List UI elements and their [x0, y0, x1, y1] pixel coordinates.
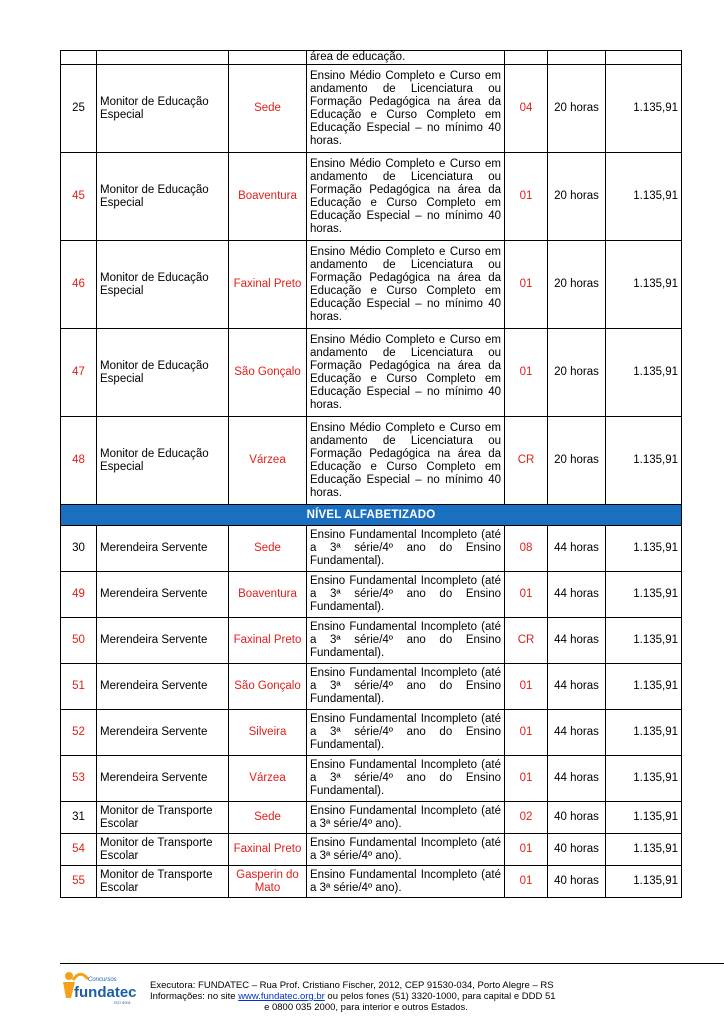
table-row	[61, 65, 682, 153]
fundatec-logo-icon	[60, 967, 142, 1007]
position-code: 54	[61, 834, 97, 866]
position-location: Boaventura	[229, 153, 307, 241]
work-hours: 40 horas	[548, 866, 606, 898]
footer-text	[150, 980, 582, 1013]
section-title: NÍVEL ALFABETIZADO	[61, 505, 682, 526]
table-row	[61, 241, 682, 329]
work-hours: 40 horas	[548, 802, 606, 834]
fundatec-site-link[interactable]: www.fundatec.org.br	[238, 991, 325, 1002]
vacancies: 01	[505, 866, 548, 898]
salary: 1.135,91	[606, 153, 682, 241]
position-code: 25	[61, 65, 97, 153]
work-hours: 44 horas	[548, 618, 606, 664]
position-code: 46	[61, 241, 97, 329]
salary: 1.135,91	[606, 572, 682, 618]
work-hours: 20 horas	[548, 65, 606, 153]
position-title: Monitor de Transporte Escolar	[97, 834, 229, 866]
salary: 1.135,91	[606, 664, 682, 710]
work-hours: 44 horas	[548, 710, 606, 756]
svg-text:fundatec: fundatec	[74, 984, 137, 1001]
position-title: Merendeira Servente	[97, 618, 229, 664]
position-code: 49	[61, 572, 97, 618]
salary: 1.135,91	[606, 417, 682, 505]
section-header	[61, 505, 682, 526]
position-title: Merendeira Servente	[97, 572, 229, 618]
position-location: Faxinal Preto	[229, 618, 307, 664]
position-location: Faxinal Preto	[229, 241, 307, 329]
table-row	[61, 756, 682, 802]
position-location: Várzea	[229, 756, 307, 802]
position-title: Monitor de Transporte Escolar	[97, 802, 229, 834]
vacancies: 08	[505, 526, 548, 572]
table-row	[61, 866, 682, 898]
position-code: 53	[61, 756, 97, 802]
position-location: Faxinal Preto	[229, 834, 307, 866]
footer-divider	[60, 963, 724, 964]
requirement-cell: Ensino Fundamental Incompleto (até a 3ª série/4º ano do Ensino Fundamental).	[307, 756, 505, 802]
vacancies: 01	[505, 572, 548, 618]
position-code: 51	[61, 664, 97, 710]
position-title: Monitor de Educação Especial	[97, 417, 229, 505]
table-row	[61, 572, 682, 618]
position-title: Merendeira Servente	[97, 710, 229, 756]
work-hours: 44 horas	[548, 756, 606, 802]
position-location: Sede	[229, 802, 307, 834]
position-code: 45	[61, 153, 97, 241]
requirement-cell: Ensino Fundamental Incompleto (até a 3ª série/4º ano do Ensino Fundamental).	[307, 526, 505, 572]
salary: 1.135,91	[606, 65, 682, 153]
requirement-cell: Ensino Fundamental Incompleto (até a 3ª série/4º ano do Ensino Fundamental).	[307, 618, 505, 664]
position-location: Sede	[229, 526, 307, 572]
salary: 1.135,91	[606, 802, 682, 834]
position-location: São Gonçalo	[229, 664, 307, 710]
table-row	[61, 526, 682, 572]
requirement-cell: área de educação.	[307, 51, 505, 65]
requirement-cell: Ensino Médio Completo e Curso em andamento de Licenciatura ou Formação Pedagógica na área da Educação e Curso Completo em Educação Especial – no mínimo 40 horas.	[307, 329, 505, 417]
position-code: 55	[61, 866, 97, 898]
salary: 1.135,91	[606, 618, 682, 664]
position-code: 47	[61, 329, 97, 417]
vacancies: CR	[505, 417, 548, 505]
vacancies: 01	[505, 153, 548, 241]
table-row	[61, 802, 682, 834]
salary: 1.135,91	[606, 710, 682, 756]
position-location: Várzea	[229, 417, 307, 505]
table-row	[61, 329, 682, 417]
vacancies: 01	[505, 756, 548, 802]
position-code: 52	[61, 710, 97, 756]
footer-line-3: e 0800 035 2000, para interior e outros Estados.	[264, 1002, 468, 1013]
vacancies: 01	[505, 241, 548, 329]
position-title: Monitor de Educação Especial	[97, 65, 229, 153]
salary: 1.135,91	[606, 526, 682, 572]
work-hours: 40 horas	[548, 834, 606, 866]
requirement-cell: Ensino Fundamental Incompleto (até a 3ª série/4º ano do Ensino Fundamental).	[307, 572, 505, 618]
requirement-cell: Ensino Fundamental Incompleto (até a 3ª série/4º ano).	[307, 802, 505, 834]
vacancies: 02	[505, 802, 548, 834]
table-row	[61, 618, 682, 664]
requirement-cell: Ensino Médio Completo e Curso em andamento de Licenciatura ou Formação Pedagógica na área da Educação e Curso Completo em Educação Especial – no mínimo 40 horas.	[307, 417, 505, 505]
vacancies: 01	[505, 834, 548, 866]
vacancies: 01	[505, 329, 548, 417]
position-title: Monitor de Educação Especial	[97, 153, 229, 241]
requirement-cell: Ensino Fundamental Incompleto (até a 3ª série/4º ano).	[307, 866, 505, 898]
requirement-cell: Ensino Médio Completo e Curso em andamento de Licenciatura ou Formação Pedagógica na área da Educação e Curso Completo em Educação Especial – no mínimo 40 horas.	[307, 241, 505, 329]
svg-text:ISO 9001: ISO 9001	[114, 1000, 131, 1005]
position-location: Boaventura	[229, 572, 307, 618]
requirement-cell: Ensino Fundamental Incompleto (até a 3ª série/4º ano do Ensino Fundamental).	[307, 664, 505, 710]
table-row	[61, 710, 682, 756]
work-hours: 20 horas	[548, 241, 606, 329]
salary: 1.135,91	[606, 329, 682, 417]
salary: 1.135,91	[606, 756, 682, 802]
table-row	[61, 51, 682, 65]
position-code: 30	[61, 526, 97, 572]
salary: 1.135,91	[606, 866, 682, 898]
position-title: Monitor de Educação Especial	[97, 329, 229, 417]
svg-text:Concursos: Concursos	[88, 977, 117, 983]
position-code: 48	[61, 417, 97, 505]
requirement-cell: Ensino Médio Completo e Curso em andamento de Licenciatura ou Formação Pedagógica na área da Educação e Curso Completo em Educação Especial – no mínimo 40 horas.	[307, 153, 505, 241]
positions-table	[60, 50, 682, 898]
table-row	[61, 417, 682, 505]
work-hours: 44 horas	[548, 526, 606, 572]
position-title: Merendeira Servente	[97, 664, 229, 710]
vacancies: 04	[505, 65, 548, 153]
work-hours: 20 horas	[548, 153, 606, 241]
position-location: Gasperin do Mato	[229, 866, 307, 898]
position-code: 50	[61, 618, 97, 664]
position-location: São Gonçalo	[229, 329, 307, 417]
work-hours: 20 horas	[548, 417, 606, 505]
footer-line-2: Informações: no site www.fundatec.org.br ou pelos fones (51) 3320-1000, para capital e DDD 51	[150, 991, 556, 1002]
position-title: Merendeira Servente	[97, 756, 229, 802]
fundatec-logo	[60, 967, 142, 1007]
position-location: Silveira	[229, 710, 307, 756]
footer-line-1: Executora: FUNDATEC – Rua Prof. Cristiano Fischer, 2012, CEP 91530-034, Porto Alegre – RS	[150, 980, 554, 991]
work-hours: 20 horas	[548, 329, 606, 417]
salary: 1.135,91	[606, 241, 682, 329]
table-row	[61, 153, 682, 241]
position-title: Merendeira Servente	[97, 526, 229, 572]
position-title: Monitor de Educação Especial	[97, 241, 229, 329]
table-row	[61, 834, 682, 866]
table-row	[61, 664, 682, 710]
vacancies: 01	[505, 710, 548, 756]
salary: 1.135,91	[606, 834, 682, 866]
requirement-cell: Ensino Fundamental Incompleto (até a 3ª série/4º ano do Ensino Fundamental).	[307, 710, 505, 756]
requirement-cell: Ensino Médio Completo e Curso em andamento de Licenciatura ou Formação Pedagógica na área da Educação e Curso Completo em Educação Especial – no mínimo 40 horas.	[307, 65, 505, 153]
work-hours: 44 horas	[548, 572, 606, 618]
position-location: Sede	[229, 65, 307, 153]
position-code: 31	[61, 802, 97, 834]
work-hours: 44 horas	[548, 664, 606, 710]
vacancies: CR	[505, 618, 548, 664]
position-title: Monitor de Transporte Escolar	[97, 866, 229, 898]
vacancies: 01	[505, 664, 548, 710]
requirement-cell: Ensino Fundamental Incompleto (até a 3ª série/4º ano).	[307, 834, 505, 866]
